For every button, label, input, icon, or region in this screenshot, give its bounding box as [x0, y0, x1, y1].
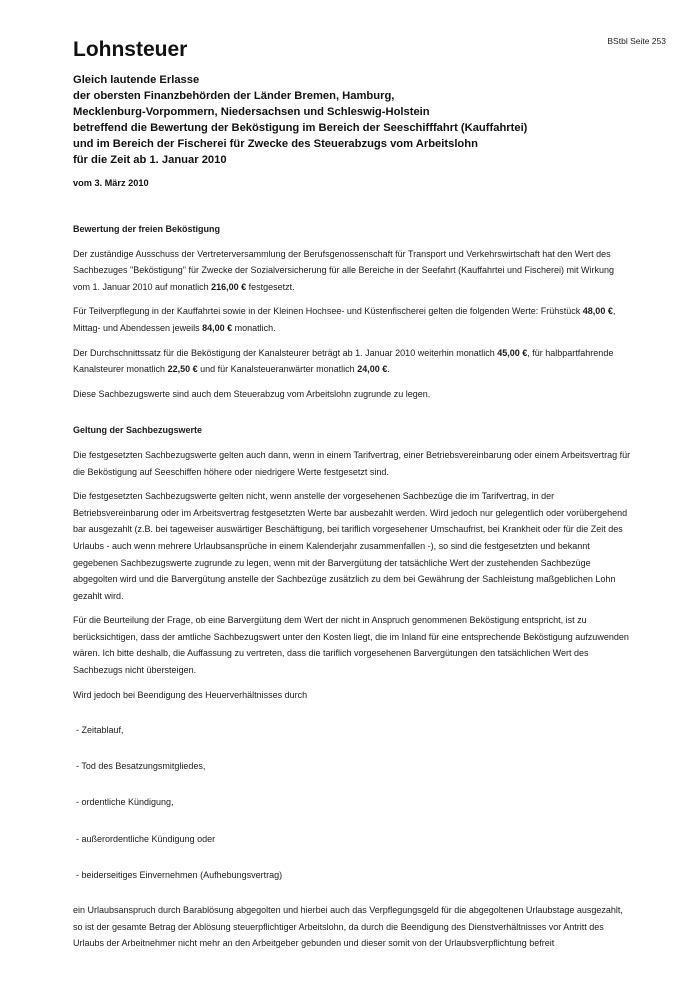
text: . [387, 364, 390, 375]
document-body [73, 221, 633, 960]
page-reference: BStbl Seite 253 [607, 36, 666, 46]
paragraph: Wird jedoch bei Beendigung des Heuerverhältnisses durch [73, 689, 308, 700]
subtitle-line: Gleich lautende Erlasse [73, 74, 200, 86]
text: Der Durchschnittssatz für die Beköstigung der Kanalsteurer beträgt ab 1. Januar 2010 weiterhin monatlich [73, 347, 498, 358]
list-item: - Tod des Besatzungsmitgliedes, [76, 761, 206, 772]
amount: 45,00 € [497, 347, 528, 358]
amount: 84,00 € [202, 322, 233, 333]
text: Für Teilverpflegung in der Kauffahrtei sowie in der Kleinen Hochsee- und Küstenfischerei gelten die folgenden Werte: Frühstück [73, 306, 583, 317]
subtitle-line: Mecklenburg-Vorpommern, Niedersachsen und Schleswig-Holstein [73, 106, 430, 118]
paragraph: Die festgesetzten Sachbezugswerte gelten nicht, wenn anstelle der vorgesehenen Sachbezüge die im Tarifvertrag, in der Betriebsvereinbarung oder im Arbeitsvertrag festgesetzten Werte bar ausbezahlt werden. Wird jedoch nur gelegentlich oder vorübergehend bar ausgezahlt (z.B. bei tageweiser auswärtiger Beschäftigung, bei tariflich vorgesehener Umschaufrist, bei Krankheit oder für die Zeit des Urlaubs - auch wenn mehrere Urlaubsansprüche in einem Kalenderjahr zusammenfallen -), so sind die festgesetzten und bekannt gegebenen Sachbezugswerte zugrunde zu legen, wenn mit der Barvergütung der tatsächliche Wert der zustehenden Sachbezüge abgegolten wird und die Barvergütung anstelle der Sachbezüge zusätzlich zu dem bei Gewährung der Sachleistung maßgeblichen Lohn gezahlt wird. [73, 491, 628, 601]
list-item: - außerordentliche Kündigung oder [76, 833, 216, 844]
list-item: - beiderseitiges Einvernehmen (Aufhebungsvertrag) [76, 869, 283, 880]
document-date: vom 3. März 2010 [73, 178, 149, 188]
subtitle-line: der obersten Finanzbehörden der Länder Bremen, Hamburg, [73, 90, 395, 102]
paragraph [73, 345, 633, 378]
subtitle-line: für die Zeit ab 1. Januar 2010 [73, 154, 227, 166]
section-heading: Geltung der Sachbezugswerte [73, 425, 203, 436]
amount: 22,50 € [167, 364, 198, 375]
amount: 24,00 € [357, 364, 388, 375]
list-item: - Zeitablauf, [76, 725, 124, 736]
subtitle-line: und im Bereich der Fischerei für Zwecke des Steuerabzugs vom Arbeitslohn [73, 138, 478, 150]
paragraph: ein Urlaubsanspruch durch Barablösung abgegolten und hierbei auch das Verpflegungsgeld für die abgegoltenen Urlaubstage ausgezahlt, so ist der gesamte Betrag der Ablösung steuerpflichtiger Arbeitslohn, da durch die Beendigung des Dienstverhältnisses vor Antritt des Urlaubs der Arbeitnehmer nicht mehr an den Arbeitgeber gebunden und dieser somit von der Urlaubsverpflichtung befreit [73, 905, 623, 949]
text: , Mittag- und Abendessen jeweils [73, 306, 616, 333]
paragraph: Für die Beurteilung der Frage, ob eine Barvergütung dem Wert der nicht in Anspruch genommenen Beköstigung entspricht, ist zu berücksichtigen, dass der amtliche Sachbezugswert unter den Kosten liegt, die im Inland für eine entsprechende Beköstigung aufzuwenden wären. Ich bitte deshalb, die Auffassung zu vertreten, dass die tariflich vorgesehenen Barvergütungen den tatsächlichen Wert des Sachbezugs nicht übersteigen. [73, 615, 629, 676]
paragraph: Diese Sachbezugswerte sind auch dem Steuerabzug vom Arbeitslohn zugrunde zu legen. [73, 388, 431, 399]
document-title: Lohnsteuer [73, 38, 188, 61]
amount: 216,00 € [211, 281, 247, 292]
text: und für Kanalsteueranwärter monatlich [197, 364, 358, 375]
text: festgesetzt. [246, 281, 295, 292]
text: , für halbpartfahrende Kanalsteurer monatlich [73, 347, 614, 375]
paragraph [73, 246, 633, 296]
document-subtitle [73, 72, 663, 168]
subtitle-line: betreffend die Bewertung der Beköstigung im Bereich der Seeschifffahrt (Kauffahrtei) [73, 122, 528, 134]
text: Der zuständige Ausschuss der Vertreterversammlung der Berufsgenossenschaft für Transport und Verkehrswirtschaft hat den Wert des Sachbezuges "Beköstigung" für Zwecke der Sozialversicherung für alle Bereiche in der Seefahrt (Kauffahrtei und Fischerei) mit Wirkung vom 1. Januar 2010 auf monatlich [73, 248, 614, 292]
section-heading: Bewertung der freien Beköstigung [73, 224, 221, 234]
paragraph [73, 303, 633, 336]
paragraph: Die festgesetzten Sachbezugswerte gelten auch dann, wenn in einem Tarifvertrag, einer Betriebsvereinbarung oder einem Arbeitsvertrag für die Beköstigung auf Seeschiffen höhere oder niedrigere Werte festgesetzt sind. [73, 449, 631, 477]
amount: 48,00 € [582, 306, 613, 317]
list-item: - ordentliche Kündigung, [76, 797, 174, 808]
text: monatlich. [232, 322, 276, 333]
